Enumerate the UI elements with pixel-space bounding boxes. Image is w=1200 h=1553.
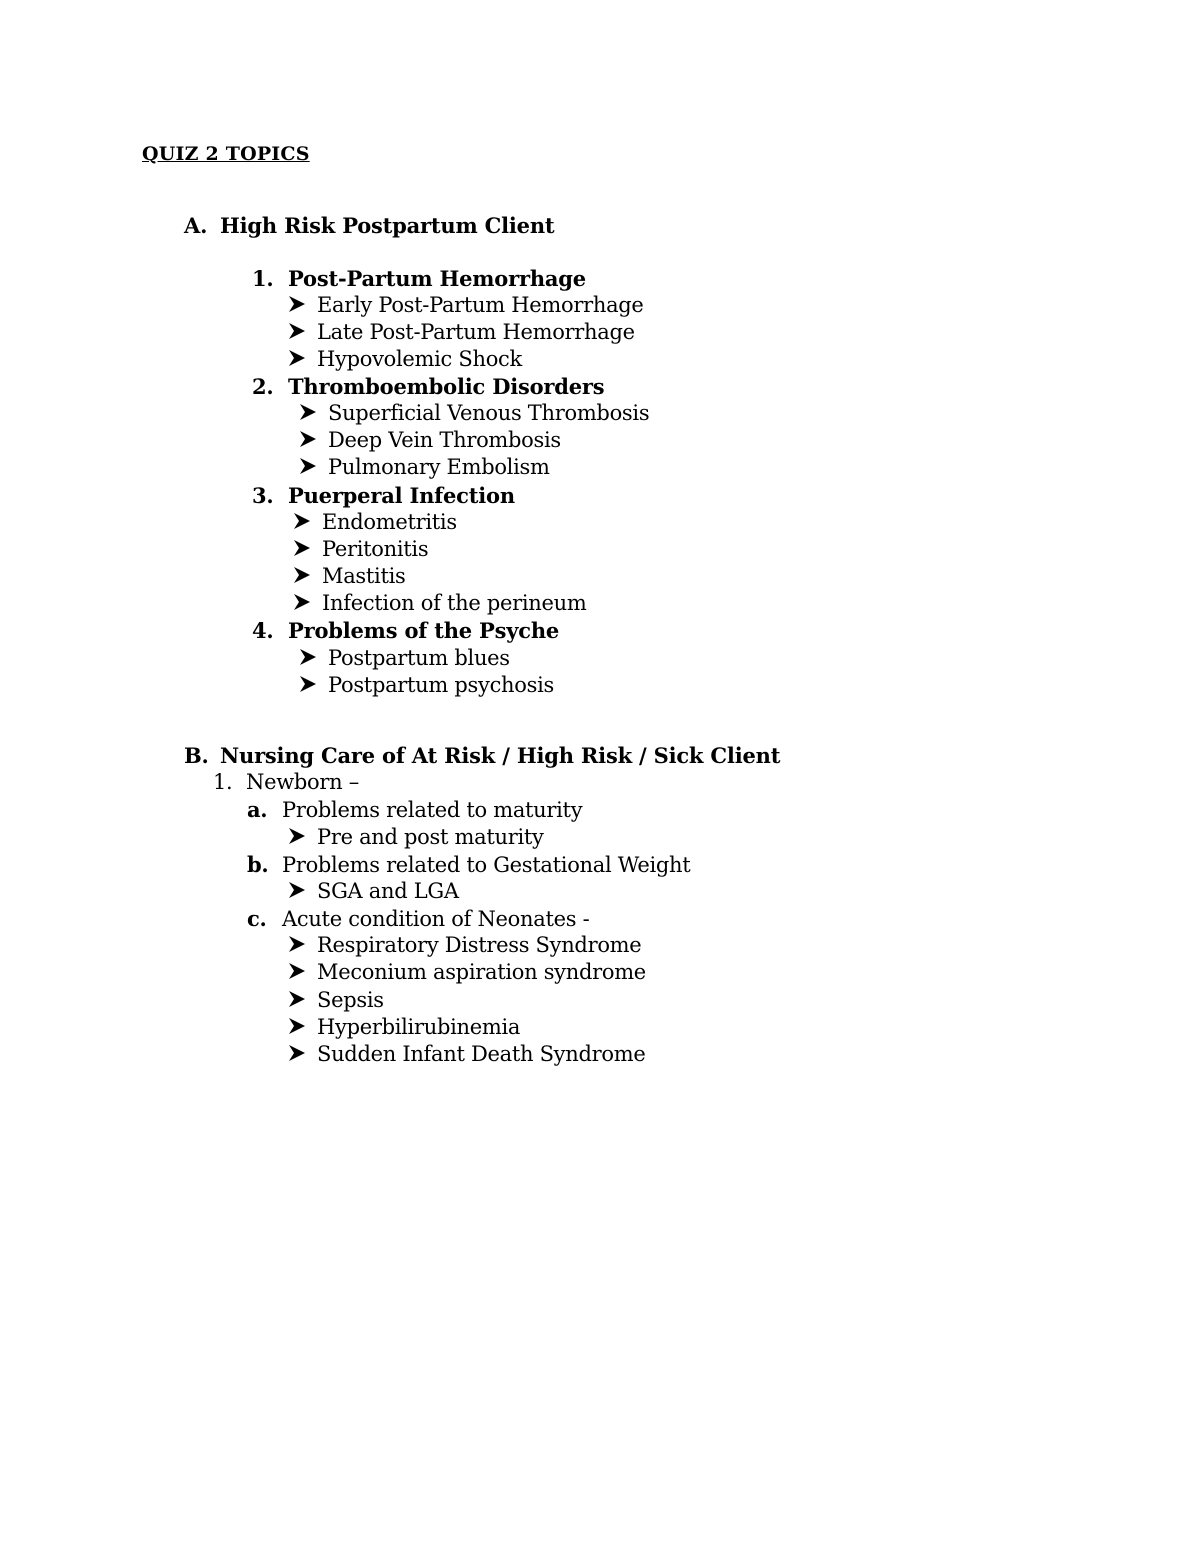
list-item: [328, 428, 561, 452]
list-item: [322, 537, 428, 561]
topic-post-partum-hemorrhage: [252, 266, 586, 291]
arrow-bullet-icon: [287, 934, 307, 954]
topic-label: Post-Partum Hemorrhage: [288, 266, 586, 291]
list-item-label: Pre and post maturity: [317, 825, 544, 849]
list-item: [328, 455, 550, 479]
topic-number: 4.: [252, 618, 274, 643]
list-item: [322, 564, 406, 588]
section-a-heading: [184, 213, 554, 238]
list-item-label: Respiratory Distress Syndrome: [317, 933, 642, 957]
topic-number: 3.: [252, 483, 274, 508]
subtopic-acute-condition: [247, 906, 589, 931]
subtopic-gestational-weight: [247, 852, 690, 877]
list-item: [317, 933, 641, 957]
list-item-label: Postpartum blues: [328, 646, 510, 670]
list-item: [317, 988, 384, 1012]
list-item-label: Pulmonary Embolism: [328, 455, 550, 479]
list-item: [317, 960, 646, 984]
list-item-label: Hyperbilirubinemia: [317, 1015, 521, 1039]
list-item: [317, 293, 644, 317]
list-item-label: Early Post-Partum Hemorrhage: [317, 293, 644, 317]
arrow-bullet-icon: [287, 1016, 307, 1036]
subtopic-label: Problems related to maturity: [282, 798, 583, 822]
arrow-bullet-icon: [287, 826, 307, 846]
arrow-bullet-icon: [292, 565, 312, 585]
page-title: QUIZ 2 TOPICS: [142, 143, 310, 165]
arrow-bullet-icon: [287, 989, 307, 1009]
list-item-label: Endometritis: [322, 510, 457, 534]
topic-number: 2.: [252, 374, 274, 399]
list-item: [317, 1015, 520, 1039]
subtopic-letter: b.: [247, 852, 269, 877]
topic-problems-of-the-psyche: [252, 618, 559, 643]
subtopic-letter: c.: [247, 906, 267, 931]
subtopic-label: Acute condition of Neonates -: [282, 907, 590, 931]
subtopic-maturity: [247, 797, 582, 822]
list-item: [317, 320, 635, 344]
arrow-bullet-icon: [287, 961, 307, 981]
arrow-bullet-icon: [298, 456, 318, 476]
subtopic-label: Problems related to Gestational Weight: [282, 853, 691, 877]
section-title: High Risk Postpartum Client: [220, 213, 555, 238]
topic-label: Problems of the Psyche: [288, 618, 560, 643]
list-item-label: Hypovolemic Shock: [317, 347, 522, 371]
list-item-label: Mastitis: [322, 564, 406, 588]
list-item: [328, 401, 649, 425]
arrow-bullet-icon: [298, 647, 318, 667]
topic-label: Thromboembolic Disorders: [288, 374, 605, 399]
section-letter: B.: [184, 743, 209, 768]
newborn-item: [213, 770, 359, 794]
arrow-bullet-icon: [292, 592, 312, 612]
list-item-label: Peritonitis: [322, 537, 429, 561]
list-item-label: Sudden Infant Death Syndrome: [317, 1042, 646, 1066]
list-item-label: Sepsis: [317, 988, 384, 1012]
list-item: [317, 879, 459, 903]
arrow-bullet-icon: [287, 880, 307, 900]
section-title: Nursing Care of At Risk / High Risk / Sick Client: [220, 743, 781, 768]
list-item: [322, 510, 457, 534]
arrow-bullet-icon: [292, 538, 312, 558]
topic-thromboembolic-disorders: [252, 374, 604, 399]
list-item-label: Postpartum psychosis: [328, 673, 554, 697]
arrow-bullet-icon: [287, 348, 307, 368]
topic-label: Puerperal Infection: [288, 483, 515, 508]
list-item-label: Late Post-Partum Hemorrhage: [317, 320, 635, 344]
list-item: [317, 347, 522, 371]
list-item: [328, 646, 510, 670]
list-item-label: Superficial Venous Thrombosis: [328, 401, 650, 425]
list-item: [328, 673, 554, 697]
list-item: [322, 591, 586, 615]
list-item-label: SGA and LGA: [317, 879, 459, 903]
arrow-bullet-icon: [298, 429, 318, 449]
list-item-label: Infection of the perineum: [322, 591, 587, 615]
arrow-bullet-icon: [298, 674, 318, 694]
list-item-label: Meconium aspiration syndrome: [317, 960, 646, 984]
list-item: [317, 1042, 645, 1066]
arrow-bullet-icon: [287, 321, 307, 341]
arrow-bullet-icon: [292, 511, 312, 531]
arrow-bullet-icon: [298, 402, 318, 422]
list-item: [317, 825, 544, 849]
section-b-heading: [184, 743, 780, 768]
arrow-bullet-icon: [287, 294, 307, 314]
section-letter: A.: [184, 213, 208, 238]
topic-number: 1.: [213, 770, 233, 794]
subtopic-letter: a.: [247, 797, 268, 822]
arrow-bullet-icon: [287, 1043, 307, 1063]
topic-number: 1.: [252, 266, 274, 291]
topic-label: Newborn –: [246, 770, 359, 794]
topic-puerperal-infection: [252, 483, 515, 508]
list-item-label: Deep Vein Thrombosis: [328, 428, 561, 452]
